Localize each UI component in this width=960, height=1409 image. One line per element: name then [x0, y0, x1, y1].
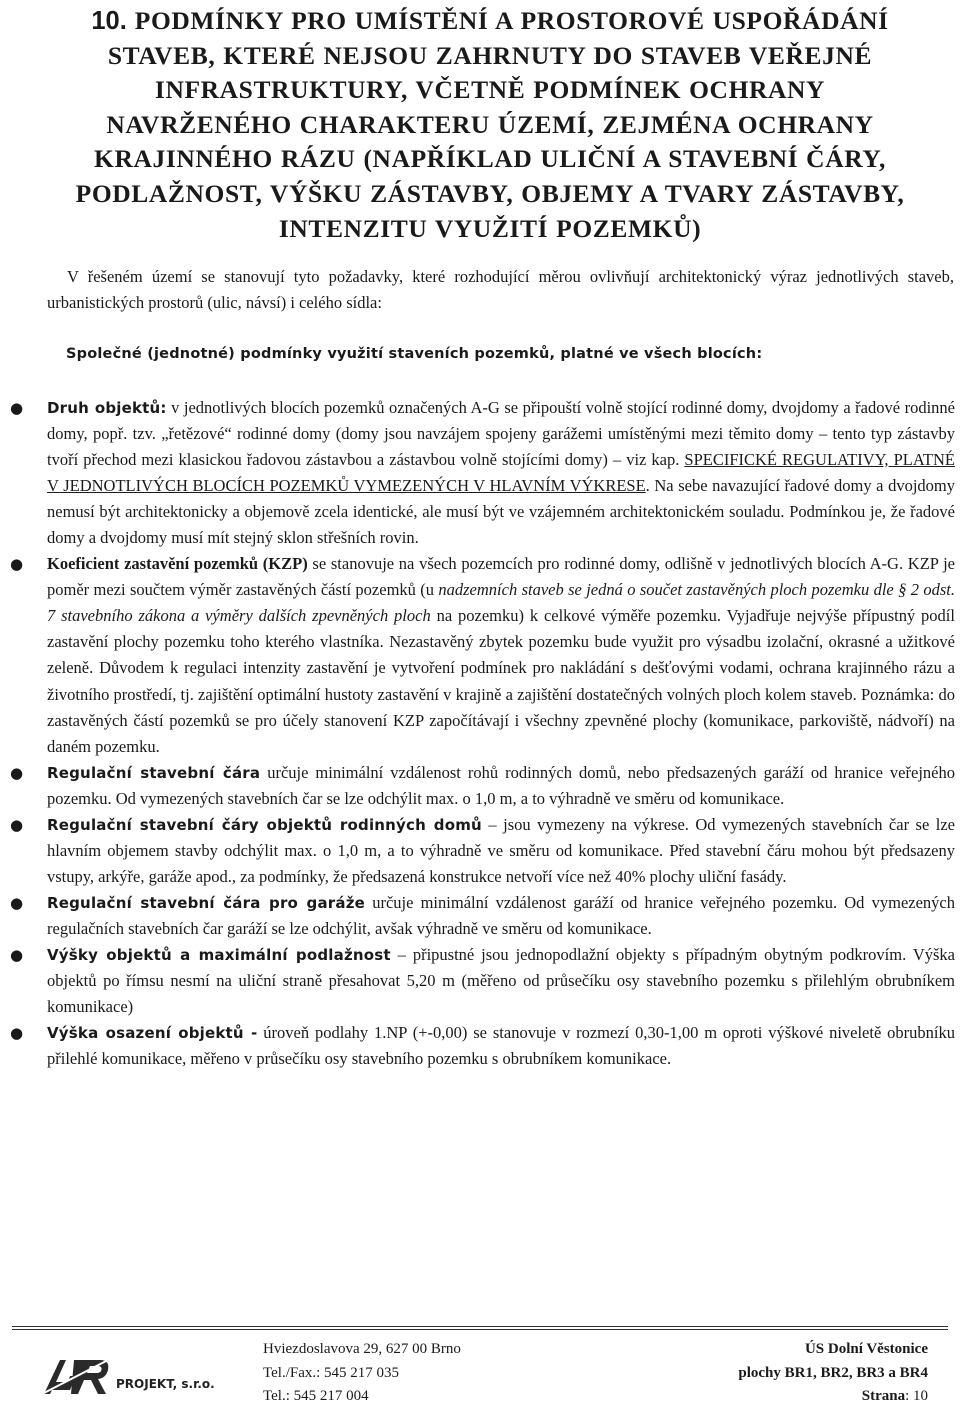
footer-project-info [738, 1338, 928, 1409]
page-label: Strana [861, 1388, 906, 1404]
rule-label: Regulační stavební čára pro garáže [47, 893, 366, 912]
rule-label: Druh objektů: [47, 399, 167, 417]
rule-text: – jsou vymezeny na výkrese. Od vymezených stavebních čar se lze hlavním objemem stavby odchýlit max. o 1,0 m, a to výhradně ve směru od komunikace. Před stavební čáru mohou být předsazeny vstupy, arkýře, garáže apod., za podmínky, že předsazená konstrukce netvoří více než 40% plochy uliční fasády. [47, 814, 955, 886]
footer-divider [12, 1329, 948, 1330]
bullet-icon: ● [10, 893, 24, 912]
list-item [10, 942, 955, 1020]
section-title: PODMÍNKY PRO UMÍSTĚNÍ A PROSTOROVÉ USPOŘÁDÁNÍ STAVEB, KTERÉ NEJSOU ZAHRNUTY DO STAVEB VEŘEJNÉ INFRASTRUKTURY, VČETNĚ PODMÍNEK OCHRANY NAVRŽENÉHO CHARAKTERU ÚZEMÍ, ZEJMÉNA OCHRANY KRAJINNÉHO RÁZU (NAPŘÍKLAD ULIČNÍ A STAVEBNÍ ČÁRY, PODLAŽNOST, VÝŠKU ZÁSTAVBY, OBJEMY A TVARY ZÁSTAVBY, INTENZITU VYUŽITÍ POZEMKŮ) [75, 6, 905, 243]
chapter-reference-link[interactable]: SPECIFICKÉ REGULATIVY, PLATNÉ V JEDNOTLIVÝCH BLOCÍCH POZEMKŮ VYMEZENÝCH V HLAVNÍM VÝKRESE [47, 450, 955, 496]
rule-label: Koeficient zastavění pozemků (KZP) [47, 554, 308, 574]
rule-text: v jednotlivých blocích pozemků označených A-G se připouští volně stojící rodinné domy, dvojdomy a řadové rodinné domy, popř. tzv. „řetězové“ rodinné domy (domy jsou navzájem spojeny garážemi umístěnými mezi těmito domy – tento typ zástavby tvoří přechod mezi klasickou řadovou zástavbou a zástavbou volně stojícími domy) – viz kap. [47, 398, 955, 470]
list-item [10, 890, 955, 942]
logo-mark-icon [42, 1358, 112, 1394]
bullet-icon: ● [10, 945, 24, 964]
rule-label: Regulační stavební čáry objektů rodinných domů [47, 815, 482, 834]
bullet-icon: ● [10, 815, 24, 834]
list-item [10, 1020, 955, 1072]
common-conditions-heading: Společné (jednotné) podmínky využití staveních pozemků, platné ve všech blocích: [66, 346, 763, 362]
list-item [10, 395, 956, 551]
rule-text: určuje minimální vzdálenost rohů rodinných domů, nebo předsazených garáží od hranice veřejného pozemku. Od vymezených stavebních čar se lze odchýlit max. o 1,0 m, a to výhradně ve směru od komunikace. [47, 762, 955, 808]
company-logo [40, 1354, 215, 1398]
bullet-icon: ● [10, 555, 24, 574]
regulations-list [10, 395, 956, 1072]
intro-paragraph: V řešeném území se stanovují tyto požadavky, které rozhodující měrou ovlivňují architektonický výraz jednotlivých staveb, urbanistických prostorů (ulic, návsí) i celého sídla: [47, 267, 954, 312]
page-number [738, 1385, 928, 1409]
tel-line: Tel.: 545 217 004 [263, 1388, 369, 1404]
rule-label: Regulační stavební čára [47, 763, 261, 782]
rule-label: Výšky objektů a maximální podlažnost [47, 945, 391, 964]
footer-divider [12, 1326, 948, 1327]
bullet-icon: ● [10, 763, 24, 782]
rule-text: úroveň podlahy 1.NP (+-0,00) se stanovuje v rozmezí 0,30-1,00 m oproti výškové niveletě obrubníku přilehlé komunikace, měřeno v průsečíku osy stavebního pozemku s obrubníkem komunikace. [47, 1023, 955, 1069]
bullet-icon: ● [10, 399, 24, 417]
address-line: Hviezdoslavova 29, 627 00 Brno [263, 1341, 461, 1357]
section-number: 10. [91, 7, 127, 35]
project-areas: plochy BR1, BR2, BR3 a BR4 [738, 1364, 928, 1381]
rule-text: – připustné jsou jednopodlažní objekty s případným obytným podkrovím. Výška objektů po římsu nesmí na uliční straně přesahovat 5,20 m (měřeno od průsečíku osy stavebního pozemku s přilehlým obrubníkem komunikace) [47, 944, 955, 1017]
logo-text: PROJEKT, s.r.o. [116, 1377, 215, 1391]
list-item [10, 760, 955, 812]
rule-label: Výška osazení objektů - [47, 1024, 258, 1043]
page-number-value: : 10 [905, 1388, 928, 1404]
section-heading [60, 4, 920, 246]
rule-text-italic: nadzemních staveb se jedná o součet zastavěných ploch pozemku dle § 2 odst. 7 stavebního zákona a výměry dalších zpevněných ploch [47, 580, 955, 626]
list-item [10, 812, 955, 890]
footer-address [263, 1338, 461, 1409]
rule-text: na pozemku) k celkové výměře pozemku. Vyjadřuje nejvýše přípustný podíl zastavění plochy pozemku toho kterého vlastníka. Nezastavěný zbytek pozemku bude využit pro výsadbu izolační, okrasné a užitkové zeleně. Důvodem k regulaci intenzity zastavění je vytvoření podmínek pro nakládání s dešťovými vodami, ochrana krajinného rázu a životního prostředí, tj. zajištění optimální hustoty zastavění v krajině a zajištění dostatečných volných ploch kolem staveb. Poznámka: do zastavěných částí pozemků se pro účely stanovení KZP započítávají i všechny zpevněné plochy (komunikace, parkoviště, nádvoří) na daném pozemku. [47, 606, 955, 756]
rule-text: určuje minimální vzdálenost garáží od hranice veřejného pozemku. Od vymezených regulačních stavebních čar garáží se lze odchýlit, avšak výhradně ve směru od komunikace. [47, 892, 955, 938]
telfax-line: Tel./Fax.: 545 217 035 [263, 1364, 400, 1381]
project-name: ÚS Dolní Věstonice [804, 1341, 928, 1357]
bullet-icon: ● [10, 1024, 24, 1043]
rule-text: . Na sebe navazující řadové domy a dvojdomy nemusí být architektonicky a objemově zcela identické, ale musí být ve vzájemném architektonickém souladu. Podmínkou je, že řadové domy a dvojdomy musí mít stejný sklon střešních rovin. [47, 476, 956, 548]
rule-text: se stanovuje na všech pozemcích pro rodinné domy, odlišně v jednotlivých blocích A-G. KZP je poměr mezi součtem výměr zastavěných částí pozemků (u [47, 554, 955, 600]
list-item [10, 551, 955, 759]
